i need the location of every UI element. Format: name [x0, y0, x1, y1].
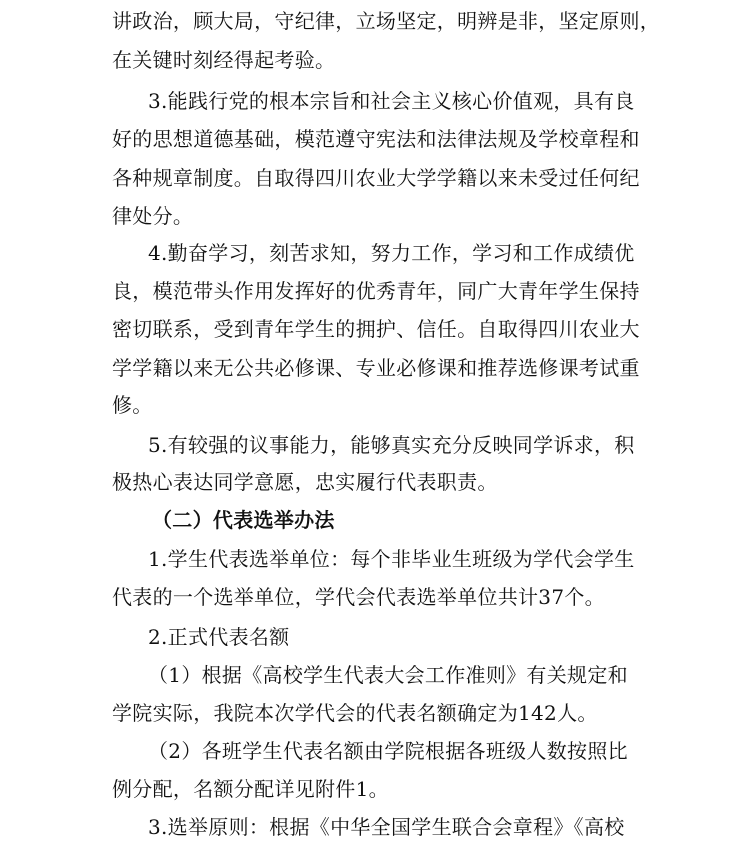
text-line: 1.学生代表选举单位：每个非毕业生班级为学代会学生 [148, 547, 635, 571]
text-line: 好的思想道德基础，模范遵守宪法和法律法规及学校章程和 [112, 127, 640, 151]
text-line: 2.正式代表名额 [148, 625, 290, 649]
text-line: 讲政治，顾大局，守纪律，立场坚定，明辨是非，坚定原则， [112, 9, 661, 33]
section-heading: （二）代表选举办法 [152, 508, 335, 532]
text-line: （1）根据《高校学生代表大会工作准则》有关规定和 [148, 663, 628, 687]
text-line: 极热心表达同学意愿，忠实履行代表职责。 [112, 470, 498, 494]
text-line: 学院实际，我院本次学代会的代表名额确定为142人。 [112, 701, 598, 725]
text-line: 3.选举原则：根据《中华全国学生联合会章程》《高校 [148, 815, 625, 839]
text-line: 5.有较强的议事能力，能够真实充分反映同学诉求，积 [148, 433, 635, 457]
text-line: 学学籍以来无公共必修课、专业必修课和推荐选修课考试重 [112, 356, 640, 380]
text-line: 3.能践行党的根本宗旨和社会主义核心价值观，具有良 [148, 89, 635, 113]
text-line: 密切联系，受到青年学生的拥护、信任。自取得四川农业大 [112, 317, 640, 341]
text-line: 例分配，名额分配详见附件1。 [112, 777, 389, 801]
text-line: 良，模范带头作用发挥好的优秀青年，同广大青年学生保持 [112, 279, 640, 303]
text-line: （2）各班学生代表名额由学院根据各班级人数按照比 [148, 739, 628, 763]
text-line: 在关键时刻经得起考验。 [112, 48, 336, 72]
text-line: 代表的一个选举单位，学代会代表选举单位共计37个。 [112, 585, 605, 609]
text-line: 律处分。 [112, 204, 194, 228]
text-line: 4.勤奋学习，刻苦求知，努力工作，学习和工作成绩优 [148, 241, 635, 265]
text-line: 各种规章制度。自取得四川农业大学学籍以来未受过任何纪 [112, 166, 640, 190]
text-line: 修。 [112, 393, 153, 417]
